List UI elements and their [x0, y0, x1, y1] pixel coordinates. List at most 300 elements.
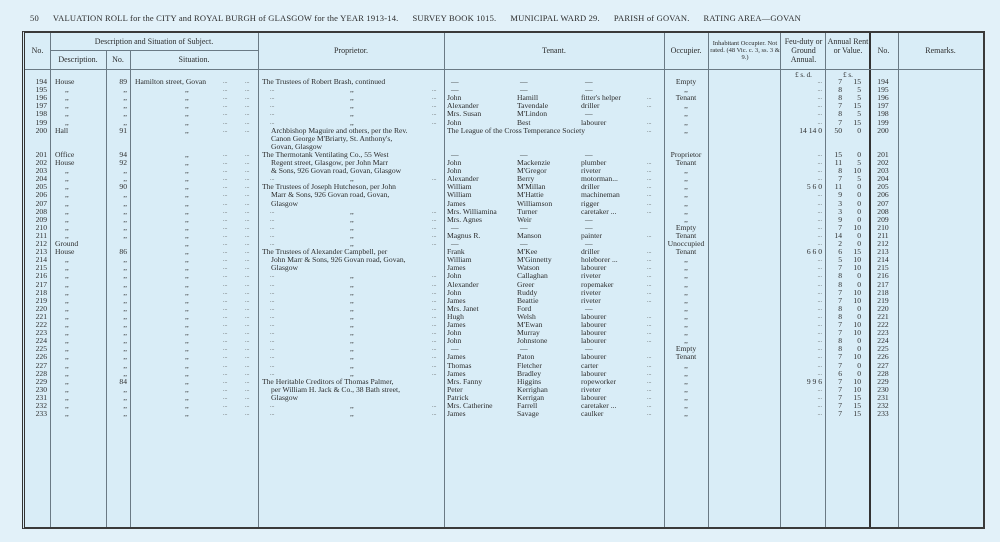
row-number-right: 208	[877, 206, 889, 216]
house-number: 91	[119, 125, 127, 135]
row-number-right: 218	[877, 287, 889, 297]
description: ,,	[65, 344, 69, 354]
situation-dots: ...	[245, 394, 250, 401]
house-number: ,,	[123, 352, 127, 362]
table-row	[25, 127, 983, 135]
occupier: ,,	[684, 376, 688, 386]
row-number: 213	[35, 247, 47, 257]
situation: ,,	[185, 255, 189, 265]
tenant-surname: Bradley	[517, 368, 542, 378]
tenant-occupation: labourer	[581, 117, 607, 127]
rent-pounds: 8	[838, 311, 842, 321]
tenant-first-name: William	[447, 182, 472, 192]
row-number: 222	[35, 320, 47, 329]
tenant-surname: Kerrighan	[517, 384, 548, 394]
proprietor-ditto: ,,	[350, 271, 354, 281]
proprietor-dots: ...	[270, 313, 275, 320]
situation-dots: ...	[223, 394, 228, 401]
rent-shillings: 0	[857, 182, 861, 192]
col-header-annual-rent: Annual Rent or Value.	[827, 37, 869, 55]
rent-shillings: 0	[857, 125, 861, 135]
col-header-feu-duty: Feu-duty or Ground Annual.	[784, 37, 823, 64]
situation-dots: ...	[245, 289, 250, 296]
row-number: 216	[35, 271, 47, 281]
feu-duty: ...	[817, 265, 822, 272]
proprietor-dots: ...	[270, 111, 275, 118]
tenant-surname: Farrell	[517, 401, 538, 410]
occupier: ,,	[684, 255, 688, 265]
rent-shillings: 5	[857, 109, 861, 119]
tenant-surname: Fletcher	[517, 360, 542, 370]
feu-duty: ...	[817, 273, 822, 280]
house-number: ,,	[123, 336, 127, 346]
situation: ,,	[185, 295, 189, 305]
occupation-dots: ...	[647, 95, 652, 102]
page-number: 50	[30, 13, 39, 23]
row-number: 219	[35, 295, 47, 305]
rent-pounds: 9	[838, 190, 842, 200]
description: ,,	[65, 287, 69, 297]
description: ,,	[65, 360, 69, 370]
tenant-surname: M'Gregor	[517, 166, 547, 176]
house-number: ,,	[123, 101, 127, 111]
situation-dots: ...	[223, 111, 228, 118]
row-number: 211	[35, 230, 47, 240]
situation-dots: ...	[223, 200, 228, 207]
situation-dots: ...	[245, 232, 250, 239]
rent-pounds: 7	[838, 117, 842, 127]
rent-pounds: 8	[838, 344, 842, 354]
row-number-right: 229	[877, 376, 889, 386]
feu-duty: ...	[817, 346, 822, 353]
occupier: Empty	[675, 344, 697, 354]
col-header-no: No.	[31, 46, 44, 55]
proprietor-dots: ...	[270, 281, 275, 288]
occupier: ,,	[684, 392, 688, 402]
rent-pounds: 6	[838, 368, 842, 378]
situation-dots: ...	[245, 305, 250, 312]
col-header-inhabitant-occupier: Inhabitant Occupier. Not rated. (48 Vic. c. 3, ss. 3 & 9.)	[710, 40, 780, 61]
tenant-surname: M'Hattie	[517, 190, 544, 200]
house-number: ,,	[123, 392, 127, 402]
proprietor: Govan, Glasgow	[271, 141, 323, 151]
situation-dots: ...	[245, 354, 250, 361]
situation-dots: ...	[223, 151, 228, 158]
tenant-surname: Ford	[517, 303, 532, 313]
occupier: Tenant	[675, 93, 697, 103]
situation: ,,	[185, 360, 189, 370]
situation-dots: ...	[223, 370, 228, 377]
feu-duty: ...	[817, 305, 822, 312]
rent-pounds: 8	[838, 271, 842, 281]
tenant-surname: Turner	[517, 206, 538, 216]
house-number: ,,	[123, 222, 127, 232]
feu-duty: ...	[817, 354, 822, 361]
situation-dots: ...	[245, 403, 250, 409]
situation-dots: ...	[223, 313, 228, 320]
tenant-first-name: James	[447, 263, 466, 273]
situation-dots: ...	[245, 216, 250, 223]
situation: ,,	[185, 279, 189, 289]
occupation-dots: ...	[647, 103, 652, 110]
feu-duty: ...	[817, 338, 822, 345]
rent-pounds: 7	[838, 101, 842, 111]
rent-pounds: 7	[838, 352, 842, 362]
feu-duty: ...	[817, 87, 822, 94]
row-number-right: 200	[877, 125, 889, 135]
row-number-right: 197	[877, 101, 889, 111]
situation-dots: ...	[245, 338, 250, 345]
proprietor: Archbishop Maguire and others, per the Rev.	[271, 125, 408, 135]
description: ,,	[65, 93, 69, 103]
row-number-right: 204	[877, 174, 889, 184]
proprietor-dots: ...	[432, 176, 437, 183]
house-number: 84	[119, 376, 127, 386]
occupier: ,,	[684, 101, 688, 111]
description: ,,	[65, 384, 69, 394]
situation-dots: ...	[245, 257, 250, 264]
description: House	[55, 77, 75, 86]
row-number: 207	[35, 198, 47, 208]
tenant-first-name: Mrs. Catherine	[447, 401, 493, 410]
situation-dots: ...	[223, 176, 228, 183]
rent-shillings: 10	[853, 384, 861, 394]
row-number-right: 209	[877, 214, 889, 224]
tenant-occupation: riveter	[581, 287, 601, 297]
tenant-surname: —	[520, 85, 528, 95]
tenant-occupation: caulker	[581, 409, 604, 419]
tenant-occupation: painter	[581, 230, 603, 240]
proprietor-ditto: ,,	[350, 311, 354, 321]
tenant-occupation: caretaker ...	[581, 401, 617, 410]
situation-dots: ...	[245, 87, 250, 94]
tenant-occupation: labourer	[581, 263, 607, 273]
feu-duty: ...	[817, 119, 822, 126]
col-header-description: Description.	[58, 55, 98, 64]
occupation-dots: ...	[647, 289, 652, 296]
tenant-surname: Berry	[517, 174, 535, 184]
col-header-no-right: No.	[877, 46, 890, 55]
row-number-right: 221	[877, 311, 889, 321]
situation-dots: ...	[245, 103, 250, 110]
rent-pounds: 7	[838, 320, 842, 329]
situation: ,,	[185, 166, 189, 176]
occupation-dots: ...	[647, 192, 652, 199]
situation: ,,	[185, 376, 189, 386]
row-number: 199	[35, 117, 47, 127]
occupation-dots: ...	[647, 338, 652, 345]
situation-dots: ...	[223, 289, 228, 296]
description: ,,	[65, 392, 69, 402]
situation-dots: ...	[245, 176, 250, 183]
tenant-surname: M'Ewan	[517, 320, 543, 329]
occupation-dots: ...	[647, 208, 652, 215]
tenant-occupation: —	[585, 214, 593, 224]
situation: ,,	[185, 109, 189, 119]
tenant-surname: Best	[517, 117, 531, 127]
tenant-first-name: John	[447, 328, 462, 338]
feu-duty: 6 6 0	[806, 247, 822, 257]
proprietor-dots: ...	[432, 403, 437, 409]
occupier: ,,	[684, 279, 688, 289]
situation-dots: ...	[245, 322, 250, 328]
proprietor-dots: ...	[270, 176, 275, 183]
rent-pounds: 8	[838, 85, 842, 95]
tenant-first-name: James	[447, 320, 466, 329]
situation-dots: ...	[223, 184, 228, 191]
row-number: 221	[35, 311, 47, 321]
situation: ,,	[185, 271, 189, 281]
tenant-occupation: labourer	[581, 320, 607, 329]
situation-dots: ...	[245, 111, 250, 118]
tenant-surname: Higgins	[517, 376, 542, 386]
tenant-first-name: John	[447, 117, 462, 127]
rent-pounds: 3	[838, 198, 842, 208]
rent-pounds: 7	[838, 392, 842, 402]
house-number: ,,	[123, 271, 127, 281]
tenant-first-name: James	[447, 409, 466, 419]
tenant-first-name: John	[447, 287, 462, 297]
occupation-dots: ...	[647, 322, 652, 328]
row-number-right: 210	[877, 222, 889, 232]
description: ,,	[65, 174, 69, 184]
house-number: ,,	[123, 214, 127, 224]
row-number: 197	[35, 101, 47, 111]
proprietor-ditto: ,,	[350, 214, 354, 224]
situation-dots: ...	[245, 265, 250, 272]
rent-shillings: 15	[853, 117, 861, 127]
rent-shillings: 10	[853, 166, 861, 176]
situation: ,,	[185, 311, 189, 321]
rent-shillings: 0	[857, 206, 861, 216]
tenant-occupation: machineman	[581, 190, 620, 200]
description: ,,	[65, 85, 69, 95]
rent-shillings: 0	[857, 198, 861, 208]
row-number: 198	[35, 109, 47, 119]
occupation-dots: ...	[647, 394, 652, 401]
rent-shillings: 5	[857, 174, 861, 184]
house-number: ,,	[123, 360, 127, 370]
col-header-number: No.	[112, 55, 124, 64]
situation-dots: ...	[245, 160, 250, 166]
situation-dots: ...	[245, 241, 250, 247]
proprietor: The Heritable Creditors of Thomas Palmer,	[262, 376, 394, 386]
situation-dots: ...	[223, 338, 228, 345]
occupier: ,,	[684, 320, 688, 329]
proprietor: John Marr & Sons, 926 Govan road, Govan,	[271, 255, 406, 265]
proprietor-dots: ...	[432, 370, 437, 377]
proprietor: Regent street, Glasgow, per John Marr	[271, 158, 388, 167]
rent-pounds: 8	[838, 109, 842, 119]
house-number: ,,	[123, 311, 127, 321]
row-number-right: 225	[877, 344, 889, 354]
rent-shillings: 0	[857, 311, 861, 321]
occupation-dots: ...	[647, 411, 652, 418]
tenant-occupation: —	[585, 77, 593, 86]
row-number: 217	[35, 279, 47, 289]
col-header-occupier: Occupier.	[670, 46, 702, 55]
situation: ,,	[185, 198, 189, 208]
situation-dots: ...	[245, 362, 250, 369]
row-number-right: 230	[877, 384, 889, 394]
row-number: 229	[35, 376, 47, 386]
rent-shillings: 0	[857, 344, 861, 354]
feu-duty: ...	[817, 289, 822, 296]
tenant-first-name: James	[447, 198, 466, 208]
tenant-first-name: Hugh	[447, 311, 464, 321]
rent-pounds: 15	[834, 149, 842, 159]
occupier: ,,	[684, 190, 688, 200]
occupier: Tenant	[675, 230, 697, 240]
feu-duty: ...	[817, 241, 822, 247]
tenant-first-name: —	[451, 77, 459, 86]
rent-pounds: 8	[838, 93, 842, 103]
proprietor-dots: ...	[432, 103, 437, 110]
occupier: ,,	[684, 117, 688, 127]
tenant-occupation: labourer	[581, 352, 607, 362]
rent-pounds: 11	[834, 182, 842, 192]
tenant-surname: —	[520, 77, 528, 86]
row-number-right: 196	[877, 93, 889, 103]
situation-dots: ...	[245, 184, 250, 191]
tenant-occupation: motorman...	[581, 174, 618, 184]
situation-dots: ...	[245, 378, 250, 385]
tenant-occupation: fitter's helper	[581, 93, 621, 103]
row-number-right: 205	[877, 182, 889, 192]
tenant-first-name: John	[447, 93, 462, 103]
tenant-surname: Murray	[517, 328, 540, 338]
occupation-dots: ...	[647, 160, 652, 166]
rent-shillings: 15	[853, 409, 861, 419]
tenant-first-name: James	[447, 352, 466, 362]
proprietor-ditto: ,,	[350, 93, 354, 103]
proprietor-dots: ...	[432, 354, 437, 361]
situation: ,,	[185, 101, 189, 111]
situation: ,,	[185, 230, 189, 240]
occupier: ,,	[684, 206, 688, 216]
situation: ,,	[185, 328, 189, 338]
situation-dots: ...	[245, 95, 250, 102]
row-number: 201	[35, 149, 47, 159]
page-header	[30, 13, 970, 23]
row-number-right: 211	[877, 230, 889, 240]
feu-duty: 5 6 0	[806, 182, 822, 192]
proprietor: Canon George M'Briarty, St. Anthony's,	[271, 133, 393, 143]
description: ,,	[65, 117, 69, 127]
occupier: ,,	[684, 214, 688, 224]
house-number: 94	[119, 149, 127, 159]
feu-duty: ...	[817, 386, 822, 393]
feu-duty: ...	[817, 322, 822, 328]
situation-dots: ...	[223, 232, 228, 239]
feu-duty: ...	[817, 403, 822, 409]
rent-units: £ s.	[843, 71, 853, 79]
situation-dots: ...	[223, 79, 228, 85]
tenant-first-name: Alexander	[447, 174, 479, 184]
rent-pounds: 7	[838, 174, 842, 184]
rent-pounds: 11	[834, 158, 842, 167]
proprietor-dots: ...	[270, 297, 275, 304]
row-number-right: 233	[877, 409, 889, 419]
row-number: 226	[35, 352, 47, 362]
proprietor-ditto: ,,	[350, 279, 354, 289]
tenant-surname: M'Millan	[517, 182, 546, 192]
rent-shillings: 0	[857, 303, 861, 313]
occupation-dots: ...	[647, 313, 652, 320]
description: Office	[55, 149, 75, 159]
col-header-tenant: Tenant.	[542, 46, 566, 55]
situation-dots: ...	[223, 386, 228, 393]
house-number: ,,	[123, 401, 127, 410]
rent-pounds: 7	[838, 77, 842, 86]
proprietor: & Sons, 926 Govan road, Govan, Glasgow	[271, 166, 402, 176]
feu-units: £ s. d.	[795, 71, 812, 79]
row-number-right: 223	[877, 328, 889, 338]
tenant-first-name: —	[451, 239, 459, 248]
feu-duty: ...	[817, 232, 822, 239]
tenant-occupation: rigger	[581, 198, 600, 208]
rent-shillings: 10	[853, 376, 861, 386]
feu-duty: ...	[817, 192, 822, 199]
tenant-occupation: riveter	[581, 271, 601, 281]
situation: ,,	[185, 320, 189, 329]
occupation-dots: ...	[647, 354, 652, 361]
proprietor-dots: ...	[270, 289, 275, 296]
row-number-right: 226	[877, 352, 889, 362]
situation-dots: ...	[245, 346, 250, 353]
situation: ,,	[185, 368, 189, 378]
row-number: 206	[35, 190, 47, 200]
house-number: ,,	[123, 368, 127, 378]
situation-dots: ...	[245, 151, 250, 158]
row-number: 202	[35, 158, 47, 167]
situation-dots: ...	[245, 370, 250, 377]
row-number: 232	[35, 401, 47, 410]
tenant-surname: —	[520, 149, 528, 159]
house-number: ,,	[123, 190, 127, 200]
feu-duty: ...	[817, 168, 822, 175]
occupation-dots: ...	[647, 257, 652, 264]
proprietor-dots: ...	[432, 241, 437, 247]
occupier: ,,	[684, 125, 688, 135]
proprietor: The Trustees of Alexander Campbell, per	[262, 247, 388, 257]
tenant-first-name: Magnus R.	[447, 230, 481, 240]
house-number: ,,	[123, 409, 127, 419]
description: House	[55, 247, 75, 257]
proprietor-dots: ...	[432, 87, 437, 94]
tenant: The League of the Cross Temperance Society	[447, 125, 586, 135]
tenant-occupation: —	[585, 303, 593, 313]
rent-shillings: 15	[853, 392, 861, 402]
row-number: 204	[35, 174, 47, 184]
feu-duty: ...	[817, 313, 822, 320]
row-number: 228	[35, 368, 47, 378]
situation-dots: ...	[223, 362, 228, 369]
situation: ,,	[185, 384, 189, 394]
row-number-right: 222	[877, 320, 889, 329]
house-number: ,,	[123, 166, 127, 176]
situation: ,,	[185, 117, 189, 127]
proprietor-dots: ...	[432, 338, 437, 345]
rent-pounds: 7	[838, 360, 842, 370]
occupation-dots: ...	[647, 273, 652, 280]
row-number: 233	[35, 409, 47, 419]
description: ,,	[65, 206, 69, 216]
occupier: Tenant	[675, 352, 697, 362]
occupier: ,,	[684, 295, 688, 305]
situation: ,,	[185, 303, 189, 313]
tenant-first-name: John	[447, 166, 462, 176]
